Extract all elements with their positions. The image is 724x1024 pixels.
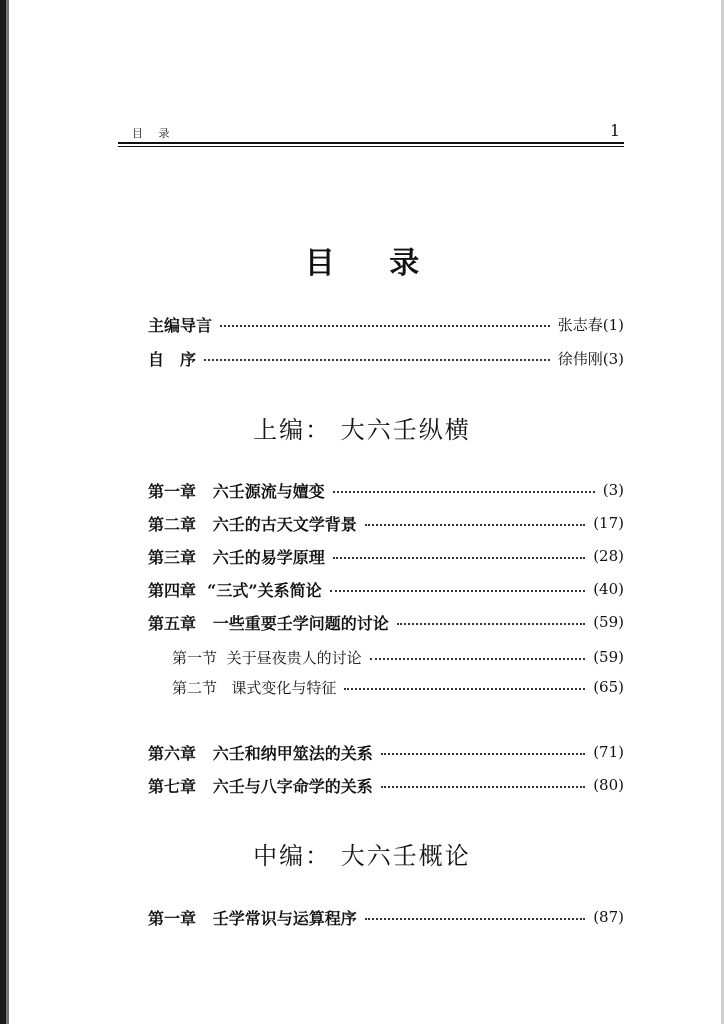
chapter-number: 第三章 (148, 547, 197, 567)
dot-leader (381, 786, 585, 788)
chapter-title: 壬学常识与运算程序 (212, 908, 357, 928)
chapter-title: 六壬源流与嬗变 (212, 481, 325, 501)
toc-entry-label (148, 611, 389, 634)
chapter-title: 六壬与八字命学的关系 (212, 776, 373, 796)
toc-entry-label: 自 序 (148, 349, 197, 369)
toc-entry-page: 徐伟刚(3) (557, 349, 624, 368)
toc-entry-label (148, 545, 325, 568)
toc-entry-label (148, 479, 325, 502)
chapter-number: 第四章 (148, 580, 197, 600)
toc-entry-label (172, 677, 336, 698)
toc-entry-chapter-5[interactable] (148, 610, 624, 634)
toc-entry-page: (3) (602, 481, 624, 499)
dot-leader (204, 359, 550, 361)
toc-entry-preface[interactable] (148, 346, 624, 370)
part-heading-upper: 上编： 大六壬纵横 (253, 416, 471, 444)
dot-leader (333, 491, 595, 493)
header-rule-thin (118, 146, 624, 147)
chapter-number: 第七章 (148, 776, 197, 796)
chapter-number: 第一章 (148, 481, 197, 501)
section-title: 关于昼夜贵人的讨论 (226, 648, 362, 667)
toc-entry-editor-intro[interactable] (148, 312, 624, 336)
chapter-number: 第五章 (148, 613, 197, 633)
header-rule-thick (118, 142, 624, 144)
page-title: 目 录 (304, 246, 442, 281)
toc-entry-section-1[interactable] (172, 645, 624, 669)
toc-entry-section-2[interactable] (172, 675, 624, 699)
toc-entry-chapter-4[interactable] (148, 577, 624, 601)
chapter-number: 第一章 (148, 908, 197, 928)
running-head-title: 目 录 (132, 127, 176, 140)
section-number: 第二节 (172, 678, 218, 697)
toc-entry-label (148, 741, 373, 764)
toc-entry-page: (59) (593, 648, 624, 666)
dot-leader (333, 557, 585, 559)
toc-entry-page: (71) (593, 743, 624, 761)
dot-leader (344, 688, 585, 690)
toc-entry-label (148, 578, 322, 601)
dot-leader (220, 325, 550, 327)
toc-entry-page: (28) (593, 547, 624, 565)
dot-leader (370, 658, 586, 660)
section-number: 第一节 (172, 648, 218, 667)
toc-entry-chapter-7[interactable] (148, 773, 624, 797)
toc-entry-label (148, 906, 357, 929)
toc-entry-page: (87) (593, 908, 624, 926)
chapter-title: 六壬的易学原理 (212, 547, 325, 567)
dot-leader (365, 918, 585, 920)
toc-entry-label: 主编导言 (148, 315, 213, 335)
dot-leader (397, 623, 585, 625)
toc-entry-label (148, 774, 373, 797)
toc-entry-label (148, 512, 357, 535)
chapter-title: 六壬的古天文学背景 (212, 514, 357, 534)
page-number: 1 (609, 121, 620, 140)
toc-entry-chapter-1[interactable] (148, 478, 624, 502)
running-head (118, 123, 626, 141)
toc-entry-chapter-3[interactable] (148, 544, 624, 568)
toc-entry-page: (59) (593, 613, 624, 631)
toc-entry-page: (65) (593, 678, 624, 696)
chapter-title: 一些重要壬学问题的讨论 (212, 613, 389, 633)
toc-entry-chapter-6[interactable] (148, 740, 624, 764)
chapter-title: 六壬和纳甲筮法的关系 (212, 743, 373, 763)
chapter-title: “三式”关系简论 (207, 580, 322, 600)
toc-entry-page: 张志春(1) (557, 315, 624, 334)
chapter-number: 第二章 (148, 514, 197, 534)
toc-entry-label (172, 647, 362, 668)
chapter-number: 第六章 (148, 743, 197, 763)
dot-leader (365, 524, 585, 526)
toc-entry-page: (17) (593, 514, 624, 532)
dot-leader (381, 753, 585, 755)
section-title: 课式变化与特征 (231, 678, 337, 697)
toc-entry-part2-chapter-1[interactable] (148, 905, 624, 929)
toc-entry-page: (40) (593, 580, 624, 598)
toc-entry-page: (80) (593, 776, 624, 794)
toc-entry-chapter-2[interactable] (148, 511, 624, 535)
part-heading-middle: 中编： 大六壬概论 (253, 842, 471, 870)
dot-leader (330, 590, 586, 592)
